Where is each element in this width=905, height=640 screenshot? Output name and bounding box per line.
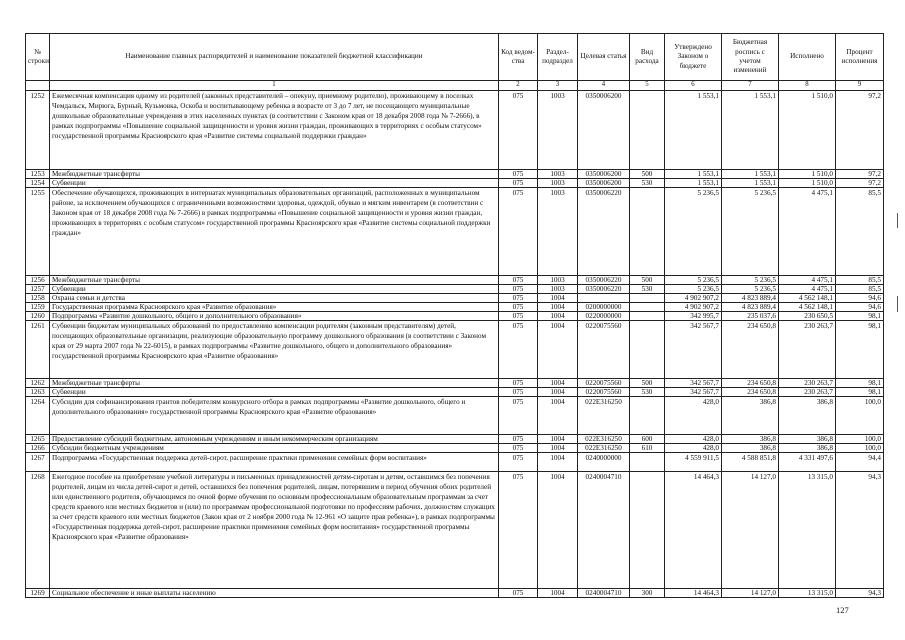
row-name: Субвенции [50, 388, 499, 397]
row-budget-list: 386,8 [722, 444, 779, 453]
row-approved: 4 902 907,2 [665, 294, 722, 303]
row-target-code: 0220075560 [578, 379, 630, 388]
row-section-code: 1004 [538, 294, 578, 303]
row-section-code: 1003 [538, 170, 578, 179]
row-percent: 94,6 [836, 294, 884, 303]
row-name: Субсидии бюджетным учреждениям [50, 444, 499, 453]
table-row [26, 188, 884, 276]
row-expense-type: 500 [630, 170, 665, 179]
row-expense-type: 500 [630, 379, 665, 388]
row-dept-code: 075 [499, 312, 538, 321]
row-executed: 1 510,0 [779, 91, 836, 170]
row-percent: 100,0 [836, 444, 884, 453]
column-number-row [26, 81, 884, 91]
row-approved: 4 559 911,5 [665, 453, 722, 472]
row-name: Подпрограмма «Государственная поддержка детей-сирот, расширение практики применения семейных форм воспитания» [50, 453, 499, 472]
row-target-code: 0350006200 [578, 179, 630, 188]
table-row [26, 170, 884, 179]
row-expense-type: 600 [630, 435, 665, 444]
table-row [26, 312, 884, 321]
row-approved: 5 236,5 [665, 276, 722, 285]
row-target-code: 0220075560 [578, 321, 630, 379]
row-section-code: 1004 [538, 388, 578, 397]
header-name: Наименование главных распорядителей и наименование показателей бюджетной классификации [50, 34, 499, 81]
margin-mark [897, 296, 898, 312]
row-budget-list: 14 127,0 [722, 472, 779, 589]
row-dept-code: 075 [499, 589, 538, 598]
row-number: 1252 [26, 91, 50, 170]
row-expense-type [630, 397, 665, 435]
row-approved: 428,0 [665, 397, 722, 435]
row-target-code: 022E316250 [578, 397, 630, 435]
row-number: 1258 [26, 294, 50, 303]
row-executed: 4 475,1 [779, 285, 836, 294]
row-dept-code: 075 [499, 188, 538, 276]
row-expense-type: 500 [630, 276, 665, 285]
row-percent: 85,5 [836, 276, 884, 285]
row-section-code: 1004 [538, 379, 578, 388]
row-section-code: 1004 [538, 589, 578, 598]
row-section-code: 1004 [538, 435, 578, 444]
row-executed: 230 263,7 [779, 379, 836, 388]
row-section-code: 1004 [538, 321, 578, 379]
row-budget-list: 5 236,5 [722, 285, 779, 294]
row-number: 1267 [26, 453, 50, 472]
table-row [26, 397, 884, 435]
row-executed: 230 650,5 [779, 312, 836, 321]
row-approved: 1 553,1 [665, 91, 722, 170]
row-section-code: 1003 [538, 285, 578, 294]
row-target-code: 0240004710 [578, 472, 630, 589]
row-dept-code: 075 [499, 388, 538, 397]
row-percent: 98,1 [836, 388, 884, 397]
row-percent: 97,2 [836, 170, 884, 179]
row-budget-list: 234 650,8 [722, 388, 779, 397]
row-percent: 100,0 [836, 397, 884, 435]
row-budget-list: 14 127,0 [722, 589, 779, 598]
row-approved: 1 553,1 [665, 170, 722, 179]
row-expense-type [630, 91, 665, 170]
row-name: Субвенции бюджетам муниципальных образований по предоставлению компенсации родителям (законным представителям) детей, посещающих образовательные организации, реализующие образовательную программу дошкольного образования (в соответствии с Законом края от 29 марта 2007 года № 22-6015), в рамках подпрограммы «Развитие дошкольного, общего и дополнительного образования» государственной программы Красноярского края «Развитие образования» [50, 321, 499, 379]
row-number: 1254 [26, 179, 50, 188]
row-target-code: 022E316250 [578, 444, 630, 453]
row-executed: 1 510,0 [779, 170, 836, 179]
row-executed: 386,8 [779, 435, 836, 444]
row-target-code: 0240000000 [578, 453, 630, 472]
row-expense-type [630, 303, 665, 312]
row-budget-list: 1 553,1 [722, 179, 779, 188]
table-row [26, 303, 884, 312]
row-budget-list: 4 823 889,4 [722, 294, 779, 303]
row-name: Межбюджетные трансферты [50, 170, 499, 179]
row-percent: 98,1 [836, 379, 884, 388]
row-approved: 5 236,5 [665, 285, 722, 294]
row-approved: 5 236,5 [665, 188, 722, 276]
column-number: 5 [630, 81, 665, 91]
row-executed: 4 475,1 [779, 276, 836, 285]
row-approved: 1 553,1 [665, 179, 722, 188]
table-row [26, 276, 884, 285]
column-number: 9 [836, 81, 884, 91]
row-number: 1265 [26, 435, 50, 444]
row-number: 1256 [26, 276, 50, 285]
table-row [26, 435, 884, 444]
header-section: Раздел-подраздел [538, 34, 578, 81]
row-dept-code: 075 [499, 303, 538, 312]
row-section-code: 1003 [538, 188, 578, 276]
row-target-code: 0200000000 [578, 303, 630, 312]
row-number: 1268 [26, 472, 50, 589]
row-target-code: 0240004710 [578, 589, 630, 598]
row-target-code: 0220000000 [578, 312, 630, 321]
row-expense-type [630, 472, 665, 589]
row-approved: 14 464,3 [665, 589, 722, 598]
row-section-code: 1003 [538, 276, 578, 285]
row-executed: 386,8 [779, 444, 836, 453]
budget-execution-table [25, 33, 884, 598]
row-section-code: 1004 [538, 397, 578, 435]
row-expense-type: 530 [630, 285, 665, 294]
header-executed: Исполнено [779, 34, 836, 81]
row-section-code: 1004 [538, 453, 578, 472]
row-number: 1263 [26, 388, 50, 397]
table-row [26, 453, 884, 472]
header-approved: Утверждено Законом о бюджете [665, 34, 722, 81]
row-dept-code: 075 [499, 170, 538, 179]
row-dept-code: 075 [499, 397, 538, 435]
row-dept-code: 075 [499, 444, 538, 453]
column-number: 2 [499, 81, 538, 91]
row-name: Ежемесячная компенсация одному из родителей (законных представителей – опекуну, приемному родителю), проживающему в поселках Чемдальск, Мирюга, Бурный, Кузьмовка, Oскоба и воспитывающему ребенка в возрасте от 3 до 7 лет, не посещающего муниципальные дошкольные образовательные учреждения в этих населенных пунктах (в соответствии с Законом края от 18 декабря 2008 года № 7-2666), в рамках подпрограммы «Повышение социальной защищенности и уровня жизни граждан, проживающих в территориях с особым статусом» государственной программы Красноярского края «Развитие системы социальной поддержки граждан» [50, 91, 499, 170]
row-target-code: 0350006200 [578, 91, 630, 170]
row-dept-code: 075 [499, 379, 538, 388]
row-percent: 97,2 [836, 91, 884, 170]
row-percent: 94,3 [836, 589, 884, 598]
column-number: 1 [50, 81, 499, 91]
row-approved: 4 902 907,2 [665, 303, 722, 312]
row-target-code: 0350006200 [578, 170, 630, 179]
row-executed: 386,8 [779, 397, 836, 435]
row-name: Субсидии для софинансирования грантов победителям конкурсного отбора в рамках подпрограммы «Развитие дошкольного, общего и дополнительного образования» государственной программы Красноярского края «Развитие образования» [50, 397, 499, 435]
budget-table-sheet [25, 33, 883, 598]
row-percent: 98,1 [836, 312, 884, 321]
row-percent: 85,5 [836, 188, 884, 276]
row-number: 1259 [26, 303, 50, 312]
row-percent: 100,0 [836, 435, 884, 444]
row-target-code: 0350006220 [578, 188, 630, 276]
row-section-code: 1003 [538, 91, 578, 170]
row-dept-code: 075 [499, 472, 538, 589]
row-number: 1264 [26, 397, 50, 435]
row-approved: 428,0 [665, 435, 722, 444]
header-dept: Код ведом-ства [499, 34, 538, 81]
row-budget-list: 234 650,8 [722, 321, 779, 379]
header-target: Целевая статья [578, 34, 630, 81]
table-row [26, 472, 884, 589]
row-name: Межбюджетные трансферты [50, 276, 499, 285]
row-percent: 94,6 [836, 303, 884, 312]
row-dept-code: 075 [499, 453, 538, 472]
row-budget-list: 386,8 [722, 397, 779, 435]
table-row [26, 285, 884, 294]
row-section-code: 1004 [538, 444, 578, 453]
row-budget-list: 235 037,6 [722, 312, 779, 321]
row-dept-code: 075 [499, 91, 538, 170]
row-executed: 4 475,1 [779, 188, 836, 276]
row-target-code: 0220075560 [578, 388, 630, 397]
column-number [26, 81, 50, 91]
row-executed: 1 510,0 [779, 179, 836, 188]
row-expense-type: 530 [630, 179, 665, 188]
row-name: Обеспечение обучающихся, проживающих в интернатах муниципальных образовательных организаций, расположенных в муниципальном районе, за исключением обучающихся с ограниченными возможностями здоровья, одеждой, обувью и мягким инвентарем (в соответствии с Законом края от 18 декабря 2008 года № 7-2666) в рамках подпрограммы «Повышение социальной защищенности и уровня жизни граждан, проживающих в территориях с особым статусом» государственной программы Красноярского края «Развитие системы социальной поддержки граждан» [50, 188, 499, 276]
header-num: № строки [26, 34, 50, 81]
row-expense-type [630, 321, 665, 379]
row-name: Государственная программа Красноярского края «Развитие образования» [50, 303, 499, 312]
row-number: 1255 [26, 188, 50, 276]
row-name: Ежегодное пособие на приобретение учебной литературы и письменных принадлежностей детям-сиротам и детям, оставшимся без попечения родителей, лицам из числа детей-сирот и детей, оставшихся без попечения родителей, лицам, потерявшим в период обучения обоих родителей или единственного родителя, обучающимся по очной форме обучения по основным профессиональным образовательным программам за счет средств краевого или местных бюджетов и (или) по программам профессиональной подготовки по профессиям рабочих, должностям служащих за счет средств краевого или местных бюджетов (Закон края от 2 ноября 2000 года № 12-961 «О защите прав ребенка»), в рамках подпрограммы «Государственная поддержка детей-сирот, расширение практики применения семейных форм воспитания» государственной программы Красноярского края «Развитие образования» [50, 472, 499, 589]
row-target-code: 0350006220 [578, 285, 630, 294]
row-approved: 428,0 [665, 444, 722, 453]
column-number: 3 [538, 81, 578, 91]
row-executed: 4 562 148,1 [779, 294, 836, 303]
row-number: 1253 [26, 170, 50, 179]
page-number: 127 [836, 605, 849, 615]
row-expense-type [630, 188, 665, 276]
table-row [26, 321, 884, 379]
row-expense-type: 610 [630, 444, 665, 453]
table-row [26, 294, 884, 303]
row-number: 1261 [26, 321, 50, 379]
row-approved: 342 567,7 [665, 388, 722, 397]
row-expense-type: 300 [630, 589, 665, 598]
row-name: Социальное обеспечение и иные выплаты населению [50, 589, 499, 598]
row-budget-list: 386,8 [722, 435, 779, 444]
table-row [26, 379, 884, 388]
table-row [26, 179, 884, 188]
row-dept-code: 075 [499, 276, 538, 285]
row-budget-list: 1 553,1 [722, 91, 779, 170]
row-target-code: 0350006220 [578, 276, 630, 285]
row-dept-code: 075 [499, 435, 538, 444]
row-number: 1260 [26, 312, 50, 321]
row-percent: 98,1 [836, 321, 884, 379]
row-approved: 14 464,3 [665, 472, 722, 589]
row-budget-list: 1 553,1 [722, 170, 779, 179]
row-expense-type: 530 [630, 388, 665, 397]
row-target-code [578, 294, 630, 303]
column-number: 4 [578, 81, 630, 91]
row-expense-type [630, 294, 665, 303]
row-section-code: 1003 [538, 179, 578, 188]
table-row [26, 388, 884, 397]
row-executed: 13 315,0 [779, 589, 836, 598]
margin-mark [897, 213, 898, 228]
row-dept-code: 075 [499, 285, 538, 294]
row-name: Субвенции [50, 179, 499, 188]
row-dept-code: 075 [499, 179, 538, 188]
header-row [26, 34, 884, 81]
row-name: Подпрограмма «Развитие дошкольного, общего и дополнительного образования» [50, 312, 499, 321]
row-percent: 97,2 [836, 179, 884, 188]
row-executed: 230 263,7 [779, 321, 836, 379]
table-row [26, 444, 884, 453]
row-number: 1266 [26, 444, 50, 453]
row-approved: 342 995,7 [665, 312, 722, 321]
row-budget-list: 5 236,5 [722, 188, 779, 276]
row-target-code: 022E316250 [578, 435, 630, 444]
row-section-code: 1004 [538, 303, 578, 312]
row-section-code: 1004 [538, 472, 578, 589]
row-number: 1257 [26, 285, 50, 294]
row-name: Охрана семьи и детства [50, 294, 499, 303]
row-executed: 13 315,0 [779, 472, 836, 589]
row-executed: 230 263,7 [779, 388, 836, 397]
row-percent: 94,4 [836, 453, 884, 472]
column-number: 6 [665, 81, 722, 91]
row-name: Предоставление субсидий бюджетным, автономным учреждениям и иным некоммерческим организациям [50, 435, 499, 444]
row-budget-list: 234 650,8 [722, 379, 779, 388]
table-row [26, 91, 884, 170]
row-name: Субвенции [50, 285, 499, 294]
column-number: 8 [779, 81, 836, 91]
row-section-code: 1004 [538, 312, 578, 321]
header-percent: Процент исполнения [836, 34, 884, 81]
row-number: 1269 [26, 589, 50, 598]
row-dept-code: 075 [499, 321, 538, 379]
row-budget-list: 5 236,5 [722, 276, 779, 285]
table-row [26, 589, 884, 598]
row-name: Межбюджетные трансферты [50, 379, 499, 388]
header-exptype: Вид расхода [630, 34, 665, 81]
row-approved: 342 567,7 [665, 321, 722, 379]
row-budget-list: 4 823 889,4 [722, 303, 779, 312]
row-executed: 4 331 497,6 [779, 453, 836, 472]
row-approved: 342 567,7 [665, 379, 722, 388]
row-expense-type [630, 312, 665, 321]
row-percent: 94,3 [836, 472, 884, 589]
header-budget-list: Бюджетная роспись с учетом изменений [722, 34, 779, 81]
row-percent: 85,5 [836, 285, 884, 294]
row-executed: 4 562 148,1 [779, 303, 836, 312]
row-number: 1262 [26, 379, 50, 388]
column-number: 7 [722, 81, 779, 91]
row-budget-list: 4 588 851,8 [722, 453, 779, 472]
row-expense-type [630, 453, 665, 472]
row-dept-code: 075 [499, 294, 538, 303]
